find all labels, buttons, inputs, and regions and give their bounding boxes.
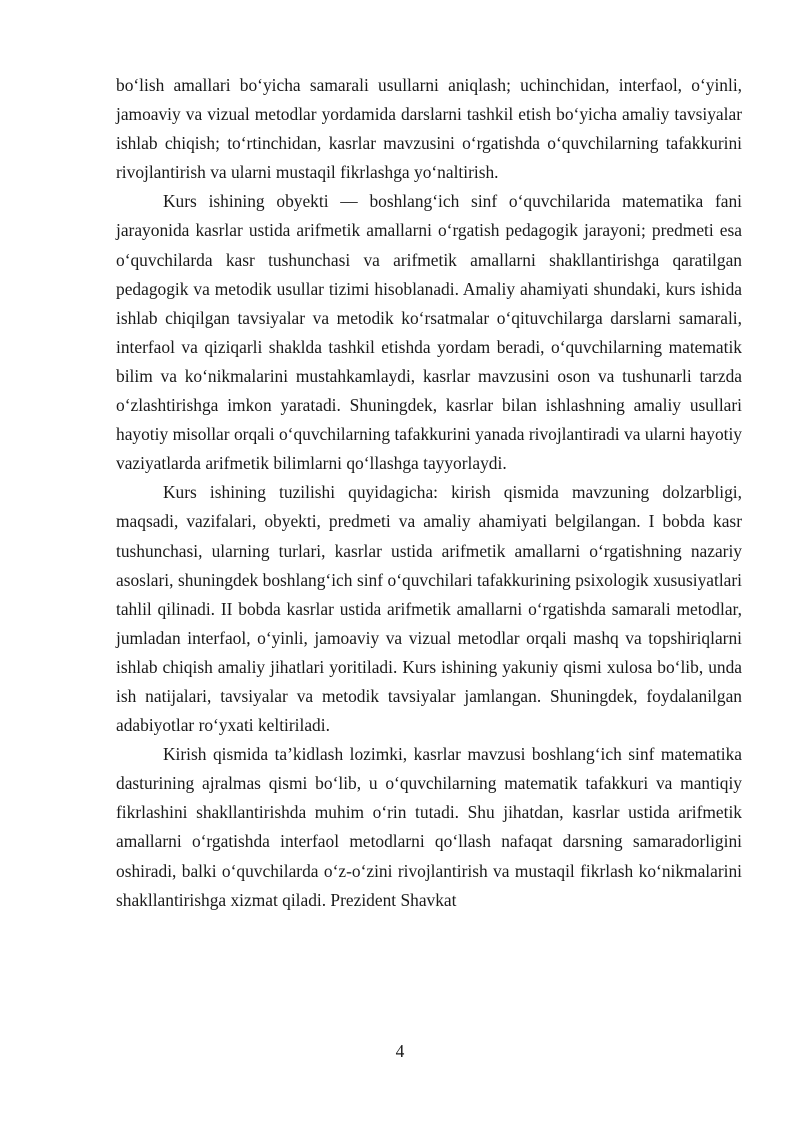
paragraph-3: Kurs ishining tuzilishi quyidagicha: kirish qismida mavzuning dolzarbligi, maqsadi, vazifalari, obyekti, predmeti va amaliy ahamiyati belgilangan. I bobda kasr tushunchasi, ularning turlari, kasrlar ustida arifmetik amallarni o‘rgatishning nazariy asoslari, shuningdek boshlang‘ich sinf o‘quvchilari tafakkurining psixologik xususiyatlari tahlil qilinadi. II bobda kasrlar ustida arifmetik amallarni o‘rgatishda samarali metodlar, jumladan interfaol, o‘yinli, jamoaviy va vizual metodlar orqali mashq va topshiriqlarni ishlab chiqish amaliy jihatlari yoritiladi. Kurs ishining yakuniy qismi xulosa bo‘lib, unda ish natijalari, tavsiyalar va metodik tavsiyalar jamlangan. Shuningdek, foydalanilgan adabiyotlar ro‘yxati keltiriladi. [116, 482, 742, 736]
paragraph-1: bo‘lish amallari bo‘yicha samarali usullarni aniqlash; uchinchidan, interfaol, o‘yinli, jamoaviy va vizual metodlar yordamida darslarni tashkil etish bo‘yicha amaliy tavsiyalar ishlab chiqish; to‘rtinchidan, kasrlar mavzusini o‘rgatishda o‘quvchilarning tafakkurini rivojlantirish va ularni mustaqil fikrlashga yo‘naltirish. [116, 75, 742, 183]
page-number: 4 [395, 1041, 405, 1061]
text-body [116, 71, 742, 915]
paragraph-2: Kurs ishining obyekti — boshlang‘ich sinf o‘quvchilarida matematika fani jarayonida kasrlar ustida arifmetik amallarni o‘rgatish pedagogik jarayoni; predmeti esa o‘quvchilarda kasr tushunchasi va arifmetik amallarni shakllantirishga qaratilgan pedagogik va metodik usullar tizimi hisoblanadi. Amaliy ahamiyati shundaki, kurs ishida ishlab chiqilgan tavsiyalar va metodik ko‘rsatmalar o‘qituvchilarga darslarni samarali, interfaol va qiziqarli shaklda tashkil etishda yordam beradi, o‘quvchilarning matematik bilim va ko‘nikmalarini mustahkamlaydi, kasrlar mavzusini oson va tushunarli tarzda o‘zlashtirishga imkon yaratadi. Shuningdek, kasrlar bilan ishlashning amaliy usullari hayotiy misollar orqali o‘quvchilarning tafakkurini yanada rivojlantiradi va ularni hayotiy vaziyatlarda arifmetik bilimlarni qo‘llashga tayyorlaydi. [116, 191, 742, 474]
paragraph-4: Kirish qismida ta’kidlash lozimki, kasrlar mavzusi boshlang‘ich sinf matematika dasturining ajralmas qismi bo‘lib, u o‘quvchilarning matematik tafakkuri va mantiqiy fikrlashini shakllantirishda muhim o‘rin tutadi. Shu jihatdan, kasrlar ustida arifmetik amallarni o‘rgatishda interfaol metodlarni qo‘llash nafaqat darsning samaradorligini oshiradi, balki o‘quvchilarda o‘z-o‘zini rivojlantirish va mustaqil fikrlash ko‘nikmalarini shakllantirishga xizmat qiladi. Prezident Shavkat [116, 744, 742, 910]
